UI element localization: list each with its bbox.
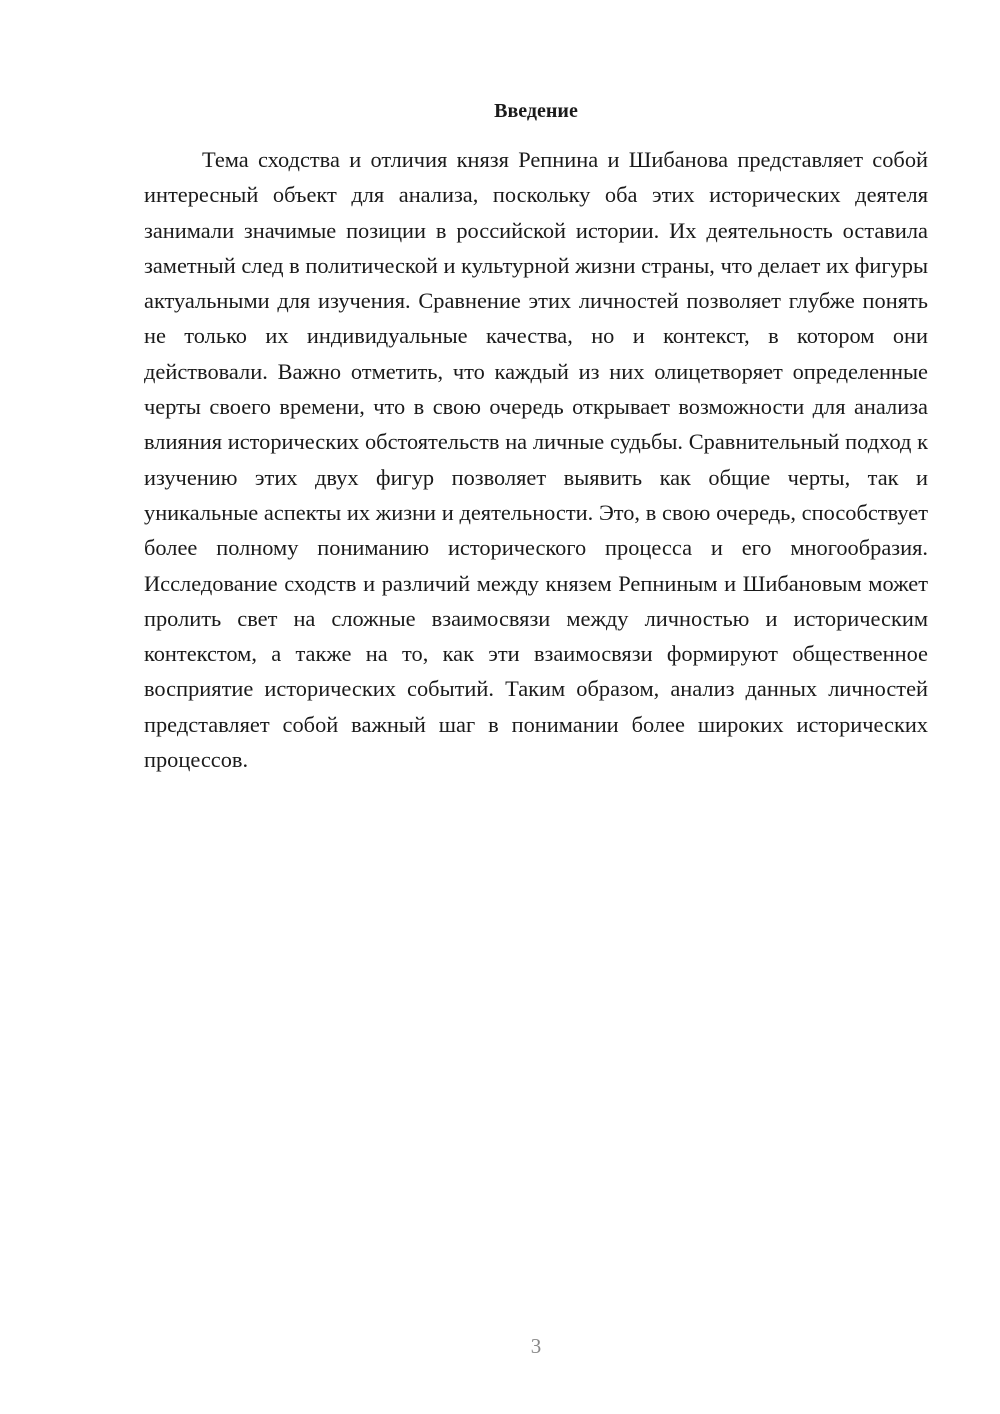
section-heading: Введение: [494, 100, 578, 122]
page-number: 3: [530, 1334, 542, 1358]
body-paragraph: Тема сходства и отличия князя Репнина и Шибанова представляет собой интересный объект для анализа, поскольку оба этих исторических деятеля занимали значимые позиции в российской истории. Их деятельность оставила заметный след в политической и культурной жизни страны, что делает их фигуры актуальными для изучения. Сравнение этих личностей позволяет глубже понять не только их индивидуальные качества, но и контекст, в котором они действовали. Важно отметить, что каждый из них олицетворяет определенные черты своего времени, что в свою очередь открывает возможности для анализа влияния исторических обстоятельств на личные судьбы. Сравнительный подход к изучению этих двух фигур позволяет выявить как общие черты, так и уникальные аспекты их жизни и деятельности. Это, в свою очередь, способствует более полному пониманию исторического процесса и его многообразия. Исследование сходств и различий между князем Репниным и Шибановым может пролить свет на сложные взаимосвязи между личностью и историческим контекстом, а также на то, как эти взаимосвязи формируют общественное восприятие исторических событий. Таким образом, анализ данных личностей представляет собой важный шаг в понимании более широких исторических процессов.: [144, 147, 928, 773]
